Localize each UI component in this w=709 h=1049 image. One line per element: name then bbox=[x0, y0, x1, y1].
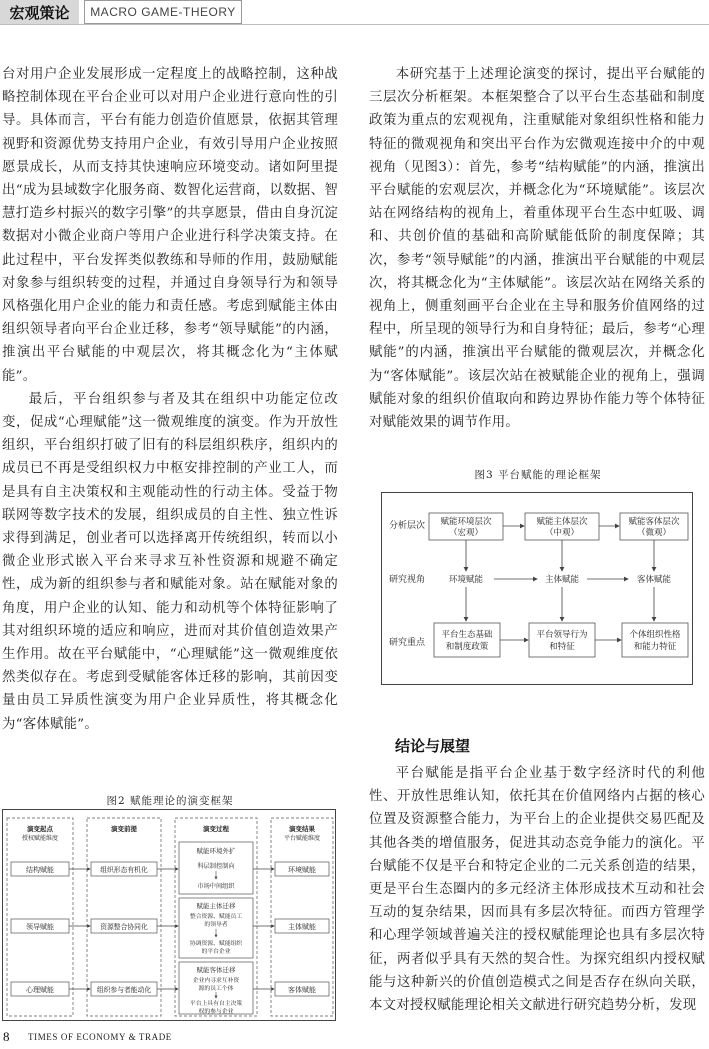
f3-level-3-a: 赋能客体层次 bbox=[628, 517, 680, 527]
f2-process-1-a: 赋能环境外扩 bbox=[196, 847, 236, 855]
f3-view-1: 环境赋能 bbox=[448, 575, 484, 585]
f2-result-1: 环境赋能 bbox=[288, 866, 316, 874]
f3-view-3: 客体赋能 bbox=[636, 575, 672, 585]
figure-2 bbox=[2, 809, 336, 1021]
header-rule bbox=[0, 24, 709, 25]
f3-level-3-b: （微观） bbox=[636, 528, 672, 538]
f2-process-3-c: 源的员工个体 bbox=[198, 986, 234, 992]
f3-row-label-2: 研究视角 bbox=[388, 575, 426, 585]
f2-process-2-d: 协调资源、赋能组织 bbox=[189, 941, 243, 947]
f3-focus-row bbox=[434, 623, 688, 657]
f2-premise-items bbox=[91, 862, 157, 996]
figure-2-caption: 图2 赋能理论的演变框架 bbox=[106, 795, 234, 807]
figure-2-diagram bbox=[3, 810, 337, 1022]
f3-view-2: 主体赋能 bbox=[544, 575, 580, 585]
f2-result-items bbox=[275, 862, 329, 996]
f2-premise-1: 组织形态有机化 bbox=[100, 866, 148, 874]
f2-start-1: 结构赋能 bbox=[26, 866, 54, 874]
f2-header-4-b: 平台赋能维度 bbox=[283, 835, 321, 842]
f2-header-1-a: 演变起点 bbox=[27, 825, 53, 833]
f3-view-row bbox=[449, 540, 672, 621]
f2-header-1-b: 授权赋能维度 bbox=[21, 835, 59, 842]
f3-focus-1-a: 平台生态基础 bbox=[441, 630, 493, 640]
f2-process-2-e: 的平台企业 bbox=[201, 949, 231, 955]
f2-header-4-a: 演变结果 bbox=[289, 825, 315, 833]
f3-row-label-1: 分析层次 bbox=[388, 521, 426, 531]
f2-process-3-a: 赋能客体迁移 bbox=[196, 966, 236, 974]
f3-level-2-b: （中观） bbox=[544, 528, 580, 538]
f2-process-2-a: 赋能主体迁移 bbox=[196, 902, 236, 910]
f2-process-1-b: 科层制控制向 bbox=[197, 863, 235, 870]
f2-process-3-b: 企业内寻求互补资 bbox=[192, 978, 240, 984]
section-tab-english: MACRO GAME-THEORY bbox=[84, 0, 242, 24]
f2-premise-3: 组织参与者能动化 bbox=[96, 986, 152, 994]
f3-level-2-a: 赋能主体层次 bbox=[536, 517, 588, 527]
f3-focus-1-b: 和制度政策 bbox=[445, 642, 489, 652]
section-tab: 宏观策论 bbox=[0, 0, 79, 24]
journal-name: TIMES OF ECONOMY & TRADE bbox=[28, 1032, 172, 1042]
f3-level-1-b: （宏观） bbox=[448, 528, 484, 538]
f3-focus-3-a: 个体组织性格 bbox=[629, 630, 681, 640]
section-paragraph: 平台赋能是指平台企业基于数字经济时代的利他性、开放性思维认知，依托其在价值网络内占据的核心位置及资源整合能力，为平台上的企业提供交易匹配及其他各类的增值服务，促进其动态竞争能力的演化。平台赋能不仅是平台和特定企业的二元关系创造的结果，更是平台生态圈内的多元经济主体形成技术互动和社会互动的复杂结果，因而具有多层次特征。而西方管理学和心理学领域普遍关注的授权赋能理论也具有多层次特征，两者似乎具有天然的契合性。为探究组织内授权赋能与这种新兴的价值创造模式之间是否存在纵向关联，本文对授权赋能理论相关文献进行研究趋势分析，发现 bbox=[369, 766, 705, 1014]
f2-premise-2: 资源整合协同化 bbox=[100, 923, 148, 931]
f2-result-3: 客体赋能 bbox=[288, 986, 316, 994]
f2-process-groups bbox=[179, 842, 253, 1015]
f2-start-3: 心理赋能 bbox=[26, 986, 54, 994]
right-paragraph-1: 本研究基于上述理论演变的探讨，提出平台赋能的三层次分析框架。本框架整合了以平台生态基础和制度政策为重点的宏观视角，注重赋能对象组织性格和能力特征的微观视角和突出平台作为宏微观连接中介的中观视角（见图3）：首先，参考“结构赋能”的内涵，推演出平台赋能的宏观层次，并概念化为“环境赋能”。该层次站在网络结构的视角上，着重体现平台生态中虹吸、调和、共创价值的基础和高阶赋能低阶的制度保障；其次，参考“领导赋能”的内涵，推演出平台赋能的中观层次，将其概念化为“主体赋能”。该层次站在网络关系的视角上，侧重刻画平台企业在主导和服务价值网络的过程中，所呈现的领导行为和自身特征；最后，参考“心理赋能”的内涵，推演出平台赋能的微观层次，并概念化为“客体赋能”。该层次站在被赋能企业的视角上，强调赋能对象的组织价值取向和跨边界协作能力等个体特征对赋能效果的调节作用。 bbox=[369, 67, 705, 431]
f3-focus-3-b: 和能力特征 bbox=[633, 642, 677, 652]
figure-3-caption: 图3 平台赋能的理论框架 bbox=[474, 469, 602, 481]
f2-process-3-e: 权的参与企业 bbox=[198, 1009, 234, 1015]
figure-3 bbox=[381, 492, 693, 685]
f3-focus-2-a: 平台领导行为 bbox=[536, 630, 588, 640]
section-title: 结论与展望 bbox=[395, 737, 471, 755]
f3-level-row bbox=[429, 513, 688, 540]
left-paragraph-2: 最后，平台组织参与者及其在组织中功能定位改变，促成“心理赋能”这一微观维度的演变。作为开放性组织，平台组织打破了旧有的科层组织秩序，组织内的成员已不再是受组织权力中枢安排控制的产业工人，而是具有自主决策权和主观能动性的行动主体。受益于物联网等数字技术的发展，组织成员的自主性、独立性诉求得到满足，创业者可以选择离开传统组织，转而以小微企业形式嵌入平台来寻求互补性资源和规避不确定性，成为新的组织参与者和赋能对象。站在赋能对象的角度，用户企业的认知、能力和动机等个体特征影响了其对组织环境的适应和响应，进而对其价值创造效果产生作用。故在平台赋能中，“心理赋能”这一微观维度依然类似存在。考虑到受赋能客体迁移的影响，其前因变量由员工异质性演变为用户企业异质性，将其概念化为“客体赋能”。 bbox=[2, 391, 338, 732]
f2-start-2: 领导赋能 bbox=[26, 923, 54, 931]
f2-process-2-b: 整合资源、赋能员工 bbox=[189, 914, 243, 920]
f2-process-3-d: 平台上具有自主决策 bbox=[189, 1001, 243, 1007]
f2-process-2-c: 的领导者 bbox=[204, 922, 228, 928]
left-column bbox=[2, 63, 338, 736]
left-paragraph-1: 台对用户企业发展形成一定程度上的战略控制，这种战略控制体现在平台企业可以对用户企业进行意向性的引导。具体而言，平台有能力创造价值愿景，依据其管理视野和资源优势支持用户企业，有效引导用户企业按照愿景成长，从而支持其快速响应环境变动。诸如阿里提出“成为县域数字化服务商、数智化运营商，以数据、智慧打造乡村振兴的数字引擎”的共享愿景，借由自身沉淀数据对小微企业商户等用户企业进行科学决策支持。在此过程中，平台发挥类似教练和导师的作用，鼓励赋能对象参与组织转变的过程，并通过自身领导行为和领导风格强化用户企业的能力和责任感。考虑到赋能主体由组织领导者向平台企业迁移，参考“领导赋能”的内涵，推演出平台赋能的中观层次，将其概念化为“主体赋能”。 bbox=[2, 67, 338, 384]
right-column-lower bbox=[369, 762, 705, 1017]
f3-row-label-3: 研究重点 bbox=[388, 638, 426, 648]
page-number: 8 bbox=[3, 1029, 10, 1044]
f2-header-2: 演变前提 bbox=[111, 825, 137, 833]
right-column bbox=[369, 63, 705, 434]
f2-start-items bbox=[11, 862, 69, 996]
f3-level-1-a: 赋能环境层次 bbox=[440, 517, 492, 527]
f2-header-3: 演变过程 bbox=[203, 825, 229, 833]
figure-3-diagram bbox=[382, 493, 694, 686]
f3-focus-2-b: 和特征 bbox=[549, 642, 575, 652]
f2-process-1-c: 市场中间组织 bbox=[197, 883, 235, 890]
f2-result-2: 主体赋能 bbox=[288, 923, 316, 931]
